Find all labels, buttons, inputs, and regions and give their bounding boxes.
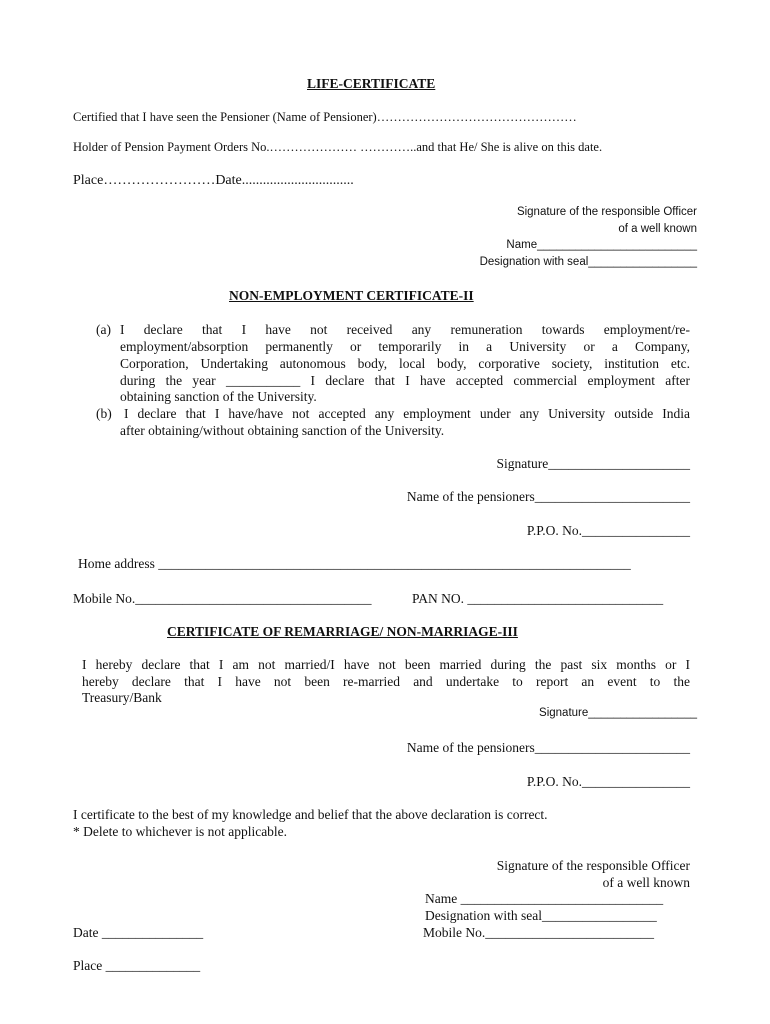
clause-a-line-5: obtaining sanction of the University. bbox=[120, 389, 317, 404]
officer-designation-field: Designation with seal_________________ bbox=[479, 256, 697, 268]
certify-statement: I certificate to the best of my knowledge and belief that the above declaration is correct. bbox=[73, 807, 548, 822]
final-officer-designation-field: Designation with seal_________________ bbox=[425, 908, 657, 923]
clause-b-line-1: I declare that I have/have not accepted any employment under any University outside India bbox=[124, 406, 690, 421]
life-certificate-title: LIFE-CERTIFICATE bbox=[307, 76, 436, 91]
officer-name-field: Name_________________________ bbox=[506, 239, 697, 251]
remarriage-line-3: Treasury/Bank bbox=[82, 690, 162, 705]
final-officer-well-known-label: of a well known bbox=[602, 875, 690, 890]
ppo-holder-line: Holder of Pension Payment Orders No.………………… …………..and that He/ She is alive on this date. bbox=[73, 140, 603, 154]
remarriage-line-2: hereby declare that I have not been re-married and undertake to report an event to the bbox=[82, 674, 690, 689]
remarriage-title: CERTIFICATE OF REMARRIAGE/ NON-MARRIAGE-III bbox=[167, 624, 518, 639]
clause-a-line-3: Corporation, Undertaking autonomous body, local body, corporative society, institution etc. bbox=[120, 356, 690, 371]
non-employment-title: NON-EMPLOYMENT CERTIFICATE-II bbox=[229, 288, 474, 303]
pensioner-name-field: Name of the pensioners_______________________ bbox=[406, 489, 690, 504]
final-officer-mobile-field: Mobile No._________________________ bbox=[423, 925, 654, 940]
pensioner-signature-field: Signature_____________________ bbox=[496, 456, 690, 471]
clause-b-line-2: after obtaining/without obtaining sanction of the University. bbox=[120, 423, 445, 438]
clause-b-label: (b) bbox=[96, 406, 112, 421]
final-officer-signature-label: Signature of the responsible Officer bbox=[496, 858, 690, 873]
delete-note: * Delete to whichever is not applicable. bbox=[73, 824, 288, 839]
ppo-number-field: P.P.O. No.________________ bbox=[526, 523, 690, 538]
remarriage-ppo-field: P.P.O. No.________________ bbox=[526, 774, 690, 789]
pensioner-name-line: Certified that I have seen the Pensioner (Name of Pensioner)………………………………………… bbox=[73, 110, 577, 124]
remarriage-pensioner-name-field: Name of the pensioners_______________________ bbox=[406, 740, 690, 755]
clause-a-line-1: I declare that I have not received any remuneration towards employment/re- bbox=[120, 322, 690, 337]
clause-a-line-4: during the year ___________ I declare that I have accepted commercial employment after bbox=[120, 373, 690, 388]
remarriage-line-1: I hereby declare that I am not married/I have not been married during the past six months or I bbox=[82, 657, 690, 672]
home-address-field: Home address ______________________________________________________________________ bbox=[78, 556, 631, 571]
place-date-line: Place……………………Date................................ bbox=[73, 173, 354, 188]
officer-well-known-label: of a well known bbox=[618, 223, 697, 235]
place-field: Place ______________ bbox=[73, 958, 201, 973]
officer-signature-label: Signature of the responsible Officer bbox=[516, 206, 697, 218]
remarriage-signature-field: Signature_________________ bbox=[539, 707, 697, 719]
pan-number-field: PAN NO. _____________________________ bbox=[412, 591, 664, 606]
mobile-number-field: Mobile No.___________________________________ bbox=[73, 591, 372, 606]
clause-a-line-2: employment/absorption permanently or temporarily in a University or a Company, bbox=[120, 339, 690, 354]
clause-a-label: (a) bbox=[96, 322, 111, 337]
date-field: Date _______________ bbox=[73, 925, 204, 940]
final-officer-name-field: Name ______________________________ bbox=[425, 891, 664, 906]
